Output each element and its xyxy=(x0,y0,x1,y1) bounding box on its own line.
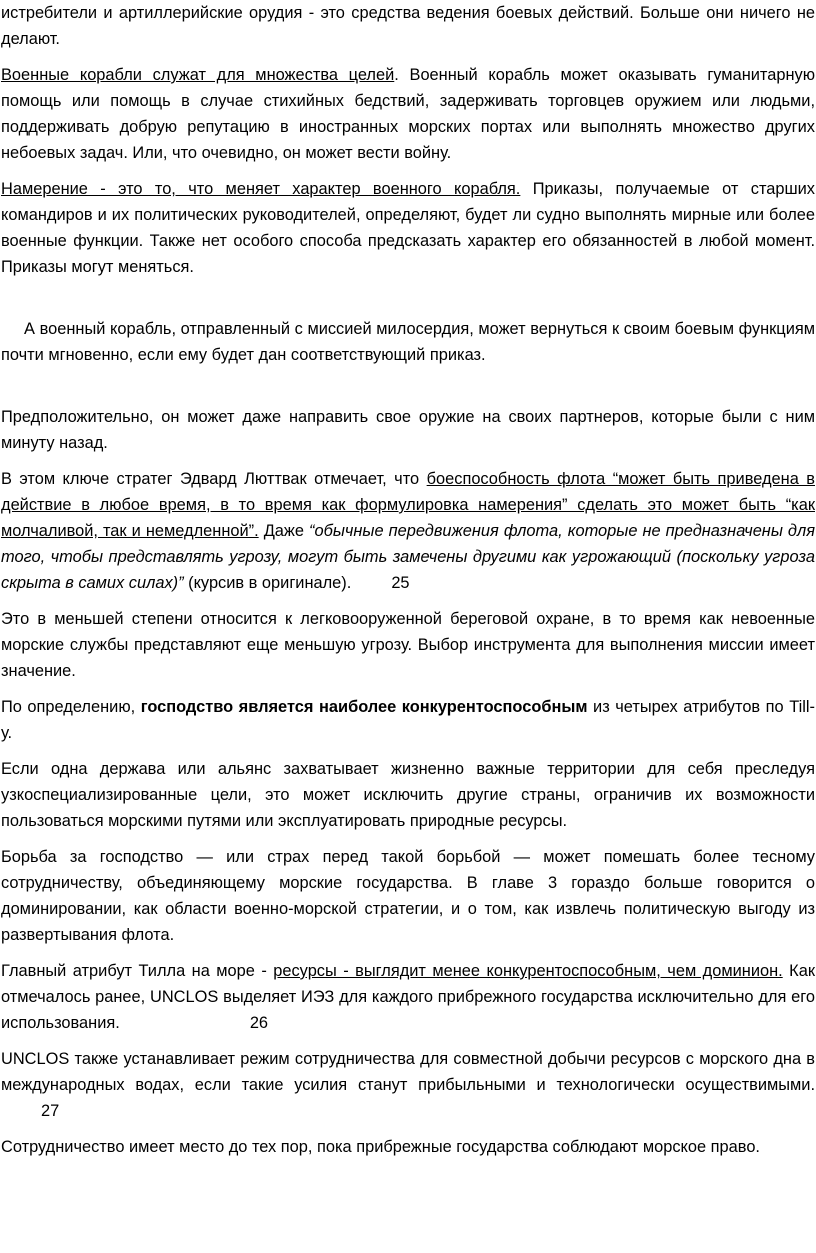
paragraph-8-lead: По определению, xyxy=(1,698,141,716)
paragraph-2 xyxy=(1,62,815,166)
paragraph-4-text: А военный корабль, отправленный с миссией милосердия, может вернуться к своим боевым функциям почти мгновенно, если ему будет дан соответствующий приказ. xyxy=(1,320,815,364)
paragraph-8-text: из четырех атрибутов по Till-у. xyxy=(1,698,815,742)
paragraph-5-text: Предположительно, он может даже направить свое оружие на своих партнеров, которые были с ним минуту назад. xyxy=(1,408,815,452)
paragraph-9 xyxy=(1,756,815,834)
paragraph-2-underlined: Военные корабли служат для множества целей xyxy=(1,66,395,84)
footnote-marker-27: 27 xyxy=(41,1102,60,1120)
paragraph-3 xyxy=(1,176,815,280)
paragraph-6-underlined-quote: боеспособность флота “может быть приведена в действие в любое время, в то время как формулировка намерения” сделать это может быть “как молчаливой, так и немедленной”. xyxy=(1,470,815,540)
paragraph-1-text: истребители и артиллерийские орудия - это средства ведения боевых действий. Больше они ничего не делают. xyxy=(1,4,815,48)
paragraph-9-text: Если одна держава или альянс захватывает жизненно важные территории для себя преследуя узкоспециализированные цели, это может исключить другие страны, ограничив их возможности пользоваться морскими путями или эксплуатировать природные ресурсы. xyxy=(1,760,815,830)
paragraph-3-text: Приказы, получаемые от старших командиров и их политических руководителей, определяют, будет ли судно выполнять мирные или более военные функции. Также нет особого способа предсказать характер его обязанностей в любой момент. Приказы могут меняться. xyxy=(1,180,816,276)
paragraph-11-lead: Главный атрибут Тилла на море - xyxy=(1,962,274,980)
paragraph-10-text: Борьба за господство — или страх перед такой борьбой — может помешать более тесному сотрудничеству, объединяющему морские государства. В главе 3 гораздо больше говорится о доминировании, как области военно-морской стратегии, и о том, как извлечь политическую выгоду из развертывания флота. xyxy=(1,848,815,944)
paragraph-3-underlined: Намерение - это то, что меняет характер военного корабля. xyxy=(1,180,521,198)
paragraph-6-lead: В этом ключе стратег Эдвард Люттвак отмечает, что xyxy=(1,470,427,488)
paragraph-12-text: UNCLOS также устанавливает режим сотрудничества для совместной добычи ресурсов с морского дна в международных водах, если такие усилия станут прибыльными и технологически осуществимыми. xyxy=(1,1050,815,1094)
paragraph-11-underlined: ресурсы - выглядит менее конкурентоспособным, чем доминион. xyxy=(273,962,783,980)
paragraph-10 xyxy=(1,844,815,948)
paragraph-5 xyxy=(1,404,815,456)
paragraph-13 xyxy=(1,1134,815,1160)
paragraph-11-text: Как отмечалось ранее, UNCLOS выделяет ИЭЗ для каждого прибрежного государства исключительно для его использования. xyxy=(1,962,815,1032)
paragraph-2-text: . Военный корабль может оказывать гуманитарную помощь или помощь в случае стихийных бедствий, задерживать торговцев оружием или людьми, поддерживать добрую репутацию в иностранных морских портах или выполнять множество других небоевых задач. Или, что очевидно, он может вести войну. xyxy=(1,66,815,162)
paragraph-6-mid: Даже xyxy=(258,522,310,540)
paragraph-7-text: Это в меньшей степени относится к легковооруженной береговой охране, в то время как невоенные морские службы представляют еще меньшую угрозу. Выбор инструмента для выполнения миссии имеет значение. xyxy=(1,610,815,680)
paragraph-12 xyxy=(1,1046,815,1124)
paragraph-11 xyxy=(1,958,815,1036)
paragraph-1 xyxy=(1,0,815,52)
footnote-marker-26: 26 xyxy=(249,1014,269,1032)
paragraph-6 xyxy=(1,466,815,596)
paragraph-6-italic-quote: “обычные передвижения флота, которые не предназначены для того, чтобы представлять угрозу, могут быть замечены другими как угрожающий (поскольку угроза скрыта в самих силах)” xyxy=(1,522,815,592)
paragraph-4 xyxy=(1,290,815,394)
paragraph-8-bold: господство является наиболее конкурентоспособным xyxy=(140,698,588,716)
footnote-marker-25: 25 xyxy=(391,574,410,592)
paragraph-7 xyxy=(1,606,815,684)
paragraph-8 xyxy=(1,694,815,746)
paragraph-6-text: (курсив в оригинале). xyxy=(183,574,352,592)
paragraph-13-text: Сотрудничество имеет место до тех пор, пока прибрежные государства соблюдают морское право. xyxy=(1,1138,760,1156)
